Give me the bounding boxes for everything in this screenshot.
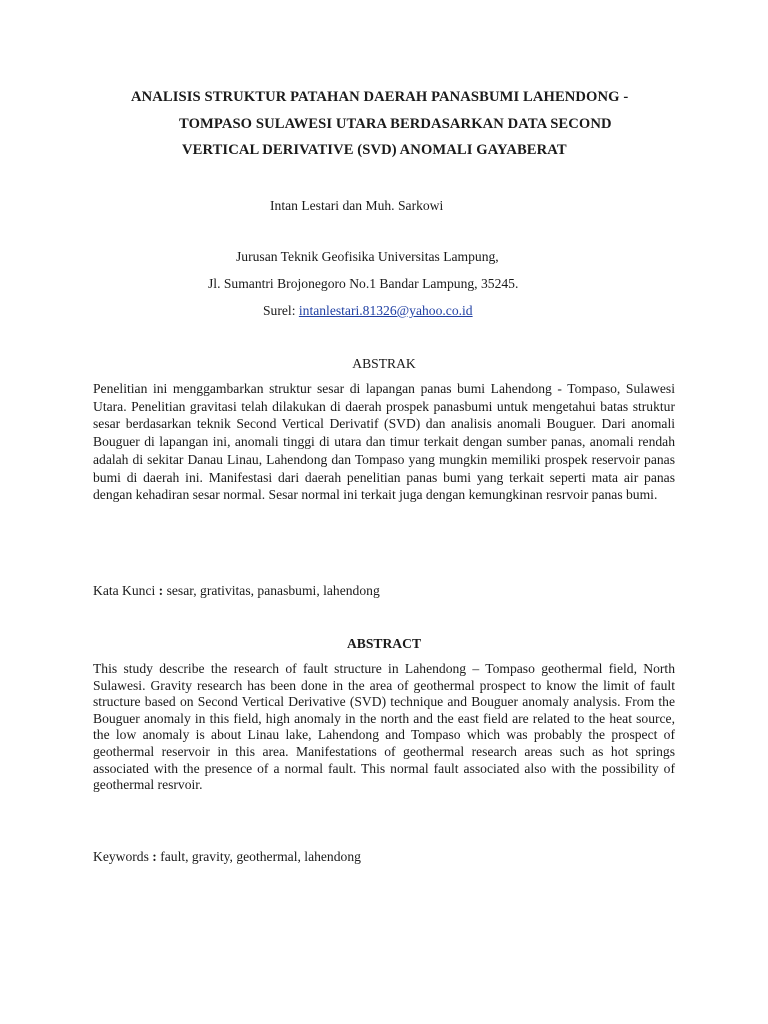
keywords-label: Keywords <box>93 849 149 864</box>
kata-kunci-label: Kata Kunci <box>93 583 156 598</box>
kata-kunci <box>93 583 380 599</box>
affiliation-department: Jurusan Teknik Geofisika Universitas Lampung, <box>236 249 499 264</box>
email-link[interactable]: intanlestari.81326@yahoo.co.id <box>298 303 473 318</box>
abstrak-body: Penelitian ini menggambarkan struktur sesar di lapangan panas bumi Lahendong - Tompaso, Sulawesi Utara. Penelitian gravitasi telah dilakukan di daerah prospek panasbumi untuk mengetahui batas struktur sesar berdasarkan teknik Second Vertical Derivatif (SVD) dan analisis anomali Bouguer. Dari anomali Bouguer di lapangan ini, anomali tinggi di utara dan timur terkait dengan sumber panas, anomali rendah adalah di sekitar Danau Linau, Lahendong dan Tompaso yang mungkin memiliki prospek reservoir panas bumi di daerah ini. Manifestasi dari daerah penelitian panas bumi yang terkait seperti mata air panas dengan kehadiran sesar normal. Sesar normal ini terkait juga dengan kemungkinan resrvoir panas bumi. <box>93 381 675 503</box>
kata-kunci-colon: : <box>155 583 167 598</box>
abstract-body: This study describe the research of fault structure in Lahendong – Tompaso geothermal field, North Sulawesi. Gravity research has been done in the area of geothermal prospect to know the limit of fault structure based on Second Vertical Derivative (SVD) technique and Bouguer anomaly analysis. From the Bouguer anomaly in this field, high anomaly in the north and the east field are related to the heat source, the low anomaly is about Linau lake, Lahendong and Tompaso which was probably the prospect of geothermal reservoir in this area. Manifestations of geothermal research areas such as hot springs associated with the presence of a normal fault. This normal fault associated also with the possibility of geothermal resrvoir. <box>93 661 675 793</box>
affiliation-email-line <box>263 303 473 319</box>
abstrak-heading: ABSTRAK <box>352 356 416 371</box>
keywords <box>93 849 361 865</box>
title-line-3: VERTICAL DERIVATIVE (SVD) ANOMALI GAYABERAT <box>182 142 567 158</box>
email-label: Surel: <box>263 303 299 318</box>
kata-kunci-values: sesar, grativitas, panasbumi, lahendong <box>166 583 380 598</box>
affiliation-address: Jl. Sumantri Brojonegoro No.1 Bandar Lampung, 35245. <box>208 276 519 291</box>
keywords-values: fault, gravity, geothermal, lahendong <box>160 849 361 864</box>
abstract-heading: ABSTRACT <box>346 636 422 651</box>
title-line-1: ANALISIS STRUKTUR PATAHAN DAERAH PANASBUMI LAHENDONG - <box>131 89 629 105</box>
title-line-2: TOMPASO SULAWESI UTARA BERDASARKAN DATA SECOND <box>179 116 612 132</box>
keywords-colon: : <box>148 849 161 864</box>
authors: Intan Lestari dan Muh. Sarkowi <box>270 198 444 213</box>
